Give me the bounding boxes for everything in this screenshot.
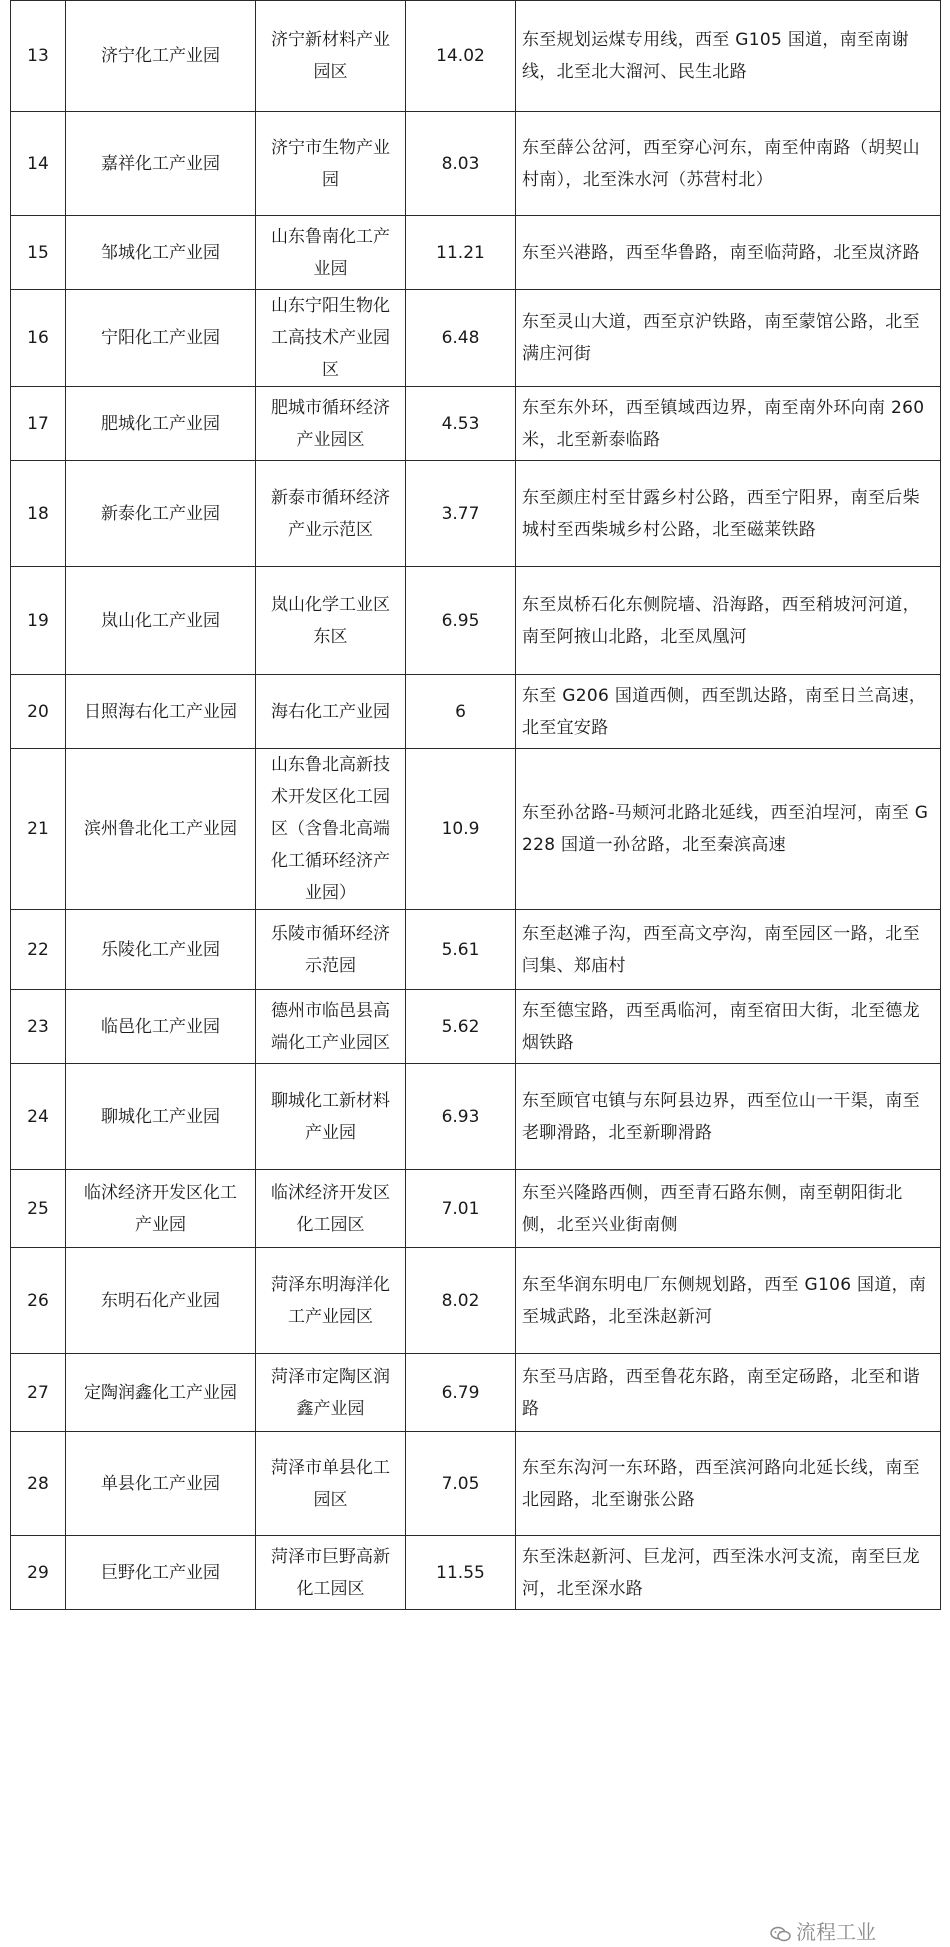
- boundary-description: 东至孙岔路-马颊河北路北延线，西至泊埕河，南至 G228 国道一孙岔路，北至秦滨高速: [516, 749, 941, 910]
- area-value: 6.48: [406, 290, 516, 387]
- row-number: 28: [11, 1432, 66, 1536]
- area-value: 6.93: [406, 1064, 516, 1170]
- table-row: [11, 1170, 941, 1248]
- zone-name: 肥城市循环经济产业园区: [256, 387, 406, 461]
- park-name: 临沭经济开发区化工产业园: [66, 1170, 256, 1248]
- area-value: 7.01: [406, 1170, 516, 1248]
- park-name: 定陶润鑫化工产业园: [66, 1354, 256, 1432]
- table-row: [11, 910, 941, 990]
- zone-name: 菏泽东明海洋化工产业园区: [256, 1248, 406, 1354]
- area-value: 6.95: [406, 567, 516, 675]
- row-number: 26: [11, 1248, 66, 1354]
- table-row: [11, 1432, 941, 1536]
- zone-name: 岚山化学工业区东区: [256, 567, 406, 675]
- row-number: 22: [11, 910, 66, 990]
- row-number: 21: [11, 749, 66, 910]
- park-name: 济宁化工产业园: [66, 1, 256, 112]
- boundary-description: 东至德宝路，西至禹临河，南至宿田大街，北至德龙烟铁路: [516, 990, 941, 1064]
- park-name: 新泰化工产业园: [66, 461, 256, 567]
- row-number: 24: [11, 1064, 66, 1170]
- zone-name: 济宁新材料产业园区: [256, 1, 406, 112]
- wechat-icon: [770, 1923, 792, 1939]
- row-number: 13: [11, 1, 66, 112]
- table-row: [11, 112, 941, 216]
- table-row: [11, 567, 941, 675]
- watermark-text: 流程工业: [796, 1920, 876, 1944]
- table-row: [11, 749, 941, 910]
- park-name: 肥城化工产业园: [66, 387, 256, 461]
- area-value: 5.61: [406, 910, 516, 990]
- zone-name: 菏泽市定陶区润鑫产业园: [256, 1354, 406, 1432]
- zone-name: 聊城化工新材料产业园: [256, 1064, 406, 1170]
- boundary-description: 东至规划运煤专用线，西至 G105 国道，南至南谢线，北至北大溜河、民生北路: [516, 1, 941, 112]
- area-value: 3.77: [406, 461, 516, 567]
- park-name: 临邑化工产业园: [66, 990, 256, 1064]
- table-row: [11, 1354, 941, 1432]
- boundary-description: 东至东沟河一东环路，西至滨河路向北延长线，南至北园路，北至谢张公路: [516, 1432, 941, 1536]
- boundary-description: 东至颜庄村至甘露乡村公路，西至宁阳界，南至后柴城村至西柴城乡村公路，北至磁莱铁路: [516, 461, 941, 567]
- area-value: 6: [406, 675, 516, 749]
- table-row: [11, 290, 941, 387]
- row-number: 17: [11, 387, 66, 461]
- zone-name: 济宁市生物产业园: [256, 112, 406, 216]
- zone-name: 山东鲁北高新技术开发区化工园区（含鲁北高端化工循环经济产业园）: [256, 749, 406, 910]
- table-row: [11, 387, 941, 461]
- row-number: 23: [11, 990, 66, 1064]
- row-number: 18: [11, 461, 66, 567]
- boundary-description: 东至兴港路，西至华鲁路，南至临菏路，北至岚济路: [516, 216, 941, 290]
- park-name: 巨野化工产业园: [66, 1536, 256, 1610]
- row-number: 16: [11, 290, 66, 387]
- row-number: 29: [11, 1536, 66, 1610]
- table-row: [11, 1064, 941, 1170]
- table-row: [11, 1248, 941, 1354]
- zone-name: 海右化工产业园: [256, 675, 406, 749]
- park-name: 滨州鲁北化工产业园: [66, 749, 256, 910]
- zone-name: 德州市临邑县高端化工产业园区: [256, 990, 406, 1064]
- area-value: 10.9: [406, 749, 516, 910]
- zone-name: 临沭经济开发区化工园区: [256, 1170, 406, 1248]
- boundary-description: 东至顾官屯镇与东阿县边界，西至位山一干渠，南至老聊滑路，北至新聊滑路: [516, 1064, 941, 1170]
- boundary-description: 东至兴隆路西侧，西至青石路东侧，南至朝阳街北侧，北至兴业街南侧: [516, 1170, 941, 1248]
- area-value: 6.79: [406, 1354, 516, 1432]
- row-number: 15: [11, 216, 66, 290]
- area-value: 8.02: [406, 1248, 516, 1354]
- table-row: [11, 461, 941, 567]
- area-value: 11.55: [406, 1536, 516, 1610]
- row-number: 20: [11, 675, 66, 749]
- zone-name: 乐陵市循环经济示范园: [256, 910, 406, 990]
- document-table: [10, 0, 941, 1610]
- table-body: [11, 1, 941, 1610]
- area-value: 8.03: [406, 112, 516, 216]
- area-value: 7.05: [406, 1432, 516, 1536]
- park-name: 单县化工产业园: [66, 1432, 256, 1536]
- boundary-description: 东至赵滩子沟，西至高文亭沟，南至园区一路，北至闫集、郑庙村: [516, 910, 941, 990]
- row-number: 14: [11, 112, 66, 216]
- row-number: 19: [11, 567, 66, 675]
- boundary-description: 东至华润东明电厂东侧规划路，西至 G106 国道，南至城武路，北至洙赵新河: [516, 1248, 941, 1354]
- zone-name: 菏泽市巨野高新化工园区: [256, 1536, 406, 1610]
- zone-name: 山东宁阳生物化工高技术产业园区: [256, 290, 406, 387]
- park-name: 乐陵化工产业园: [66, 910, 256, 990]
- park-name: 嘉祥化工产业园: [66, 112, 256, 216]
- zone-name: 菏泽市单县化工园区: [256, 1432, 406, 1536]
- boundary-description: 东至马店路，西至鲁花东路，南至定砀路，北至和谐路: [516, 1354, 941, 1432]
- area-value: 11.21: [406, 216, 516, 290]
- table-row: [11, 990, 941, 1064]
- zone-name: 新泰市循环经济产业示范区: [256, 461, 406, 567]
- watermark: [770, 1916, 876, 1945]
- table-row: [11, 1, 941, 112]
- boundary-description: 东至洙赵新河、巨龙河，西至洙水河支流，南至巨龙河，北至深水路: [516, 1536, 941, 1610]
- boundary-description: 东至 G206 国道西侧，西至凯达路，南至日兰高速，北至宜安路: [516, 675, 941, 749]
- park-name: 日照海右化工产业园: [66, 675, 256, 749]
- table-row: [11, 1536, 941, 1610]
- row-number: 27: [11, 1354, 66, 1432]
- table-row: [11, 675, 941, 749]
- park-name: 东明石化产业园: [66, 1248, 256, 1354]
- area-value: 4.53: [406, 387, 516, 461]
- boundary-description: 东至薛公岔河，西至穿心河东，南至仲南路（胡契山村南），北至洙水河（苏营村北）: [516, 112, 941, 216]
- park-name: 岚山化工产业园: [66, 567, 256, 675]
- table-row: [11, 216, 941, 290]
- row-number: 25: [11, 1170, 66, 1248]
- area-value: 14.02: [406, 1, 516, 112]
- boundary-description: 东至灵山大道，西至京沪铁路，南至蒙馆公路，北至满庄河街: [516, 290, 941, 387]
- zone-name: 山东鲁南化工产业园: [256, 216, 406, 290]
- boundary-description: 东至东外环，西至镇域西边界，南至南外环向南 260 米，北至新泰临路: [516, 387, 941, 461]
- park-name: 邹城化工产业园: [66, 216, 256, 290]
- area-value: 5.62: [406, 990, 516, 1064]
- park-name: 聊城化工产业园: [66, 1064, 256, 1170]
- boundary-description: 东至岚桥石化东侧院墙、沿海路，西至稍坡河河道，南至阿掖山北路，北至凤凰河: [516, 567, 941, 675]
- park-name: 宁阳化工产业园: [66, 290, 256, 387]
